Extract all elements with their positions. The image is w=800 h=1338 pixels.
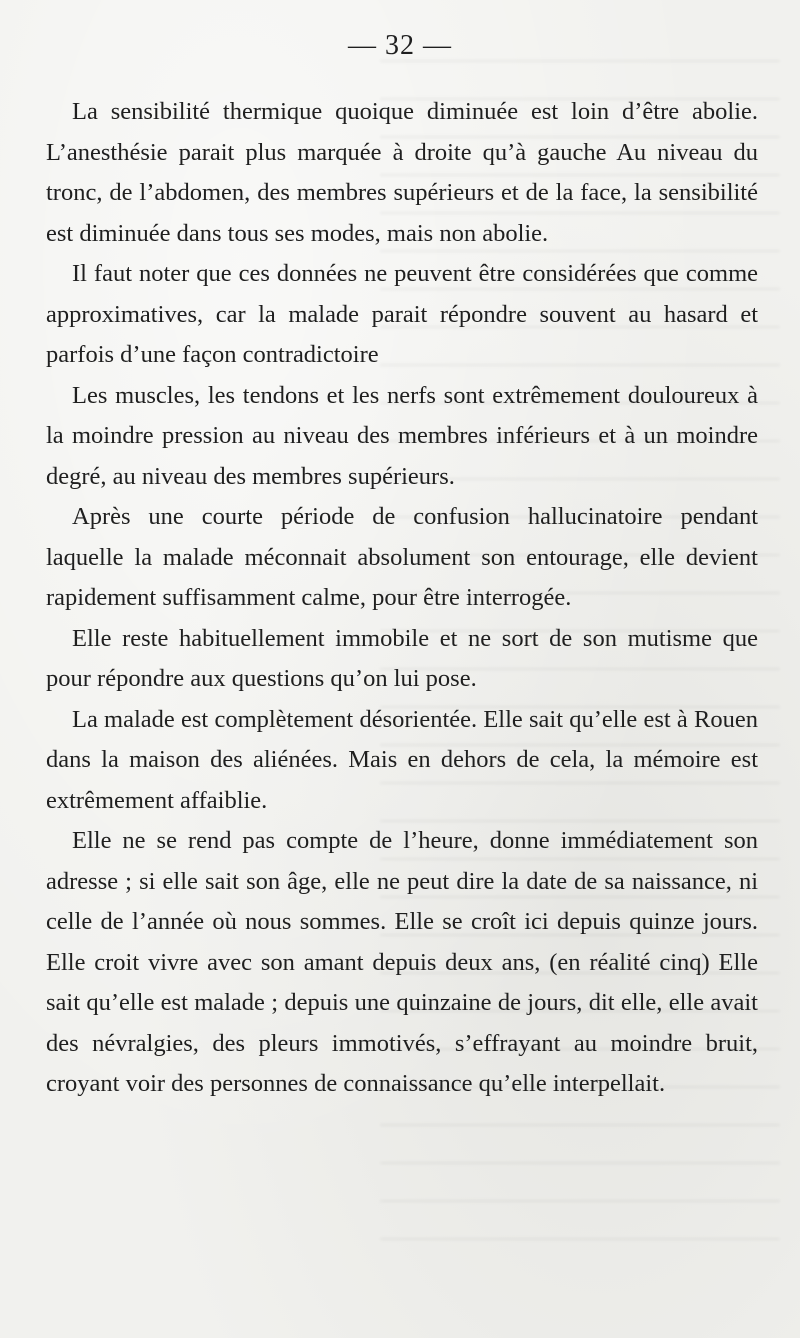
paragraph-memoire: Elle ne se rend pas compte de l’heure, donne immédiatement son adresse ; si elle sait son âge, elle ne peut dire la date de sa naissance, ni celle de l’année où nous sommes. Elle se croît ici depuis quinze jours. Elle croit vivre avec son amant depuis deux ans, (en réalité cinq) Elle sait qu’elle est malade ; depuis une quinzaine de jours, dit elle, elle avait des névralgies, des pleurs immotivés, s’effrayant au moindre bruit, croyant voir des personnes de connaissance qu’elle interpellait. [46,827,758,1097]
paragraph-approximatives: Il faut noter que ces données ne peuvent être considérées que comme approximatives, car la malade parait répondre souvent au hasard et parfois d’une façon contradictoire [46,260,758,368]
page-number: — 32 — [348,30,452,61]
paragraph-muscles: Les muscles, les tendons et les nerfs sont extrêmement douloureux à la moindre pression au niveau des membres inférieurs et à un moindre degré, au niveau des membres supérieurs. [46,381,758,490]
paragraph-mutisme: Elle reste habituellement immobile et ne sort de son mutisme que pour répondre aux questions qu’on lui pose. [46,624,758,692]
body-text [46,92,758,1105]
paragraph-desorientee: La malade est complètement désorientée. Elle sait qu’elle est à Rouen dans la maison des aliénées. Mais en dehors de cela, la mémoire est extrêmement affaiblie. [46,705,758,814]
paragraph-confusion: Après une courte période de confusion hallucinatoire pendant laquelle la malade méconnait absolument son entourage, elle devient rapidement suffisamment calme, pour être interrogée. [46,503,758,611]
paragraph-sensibilite: La sensibilité thermique quoique diminuée est loin d’être abolie. L’anesthésie parait plus marquée à droite qu’à gauche Au niveau du tronc, de l’abdomen, des membres supérieurs et de la face, la sensibilité est diminuée dans tous ses modes, mais non abolie. [46,98,758,247]
